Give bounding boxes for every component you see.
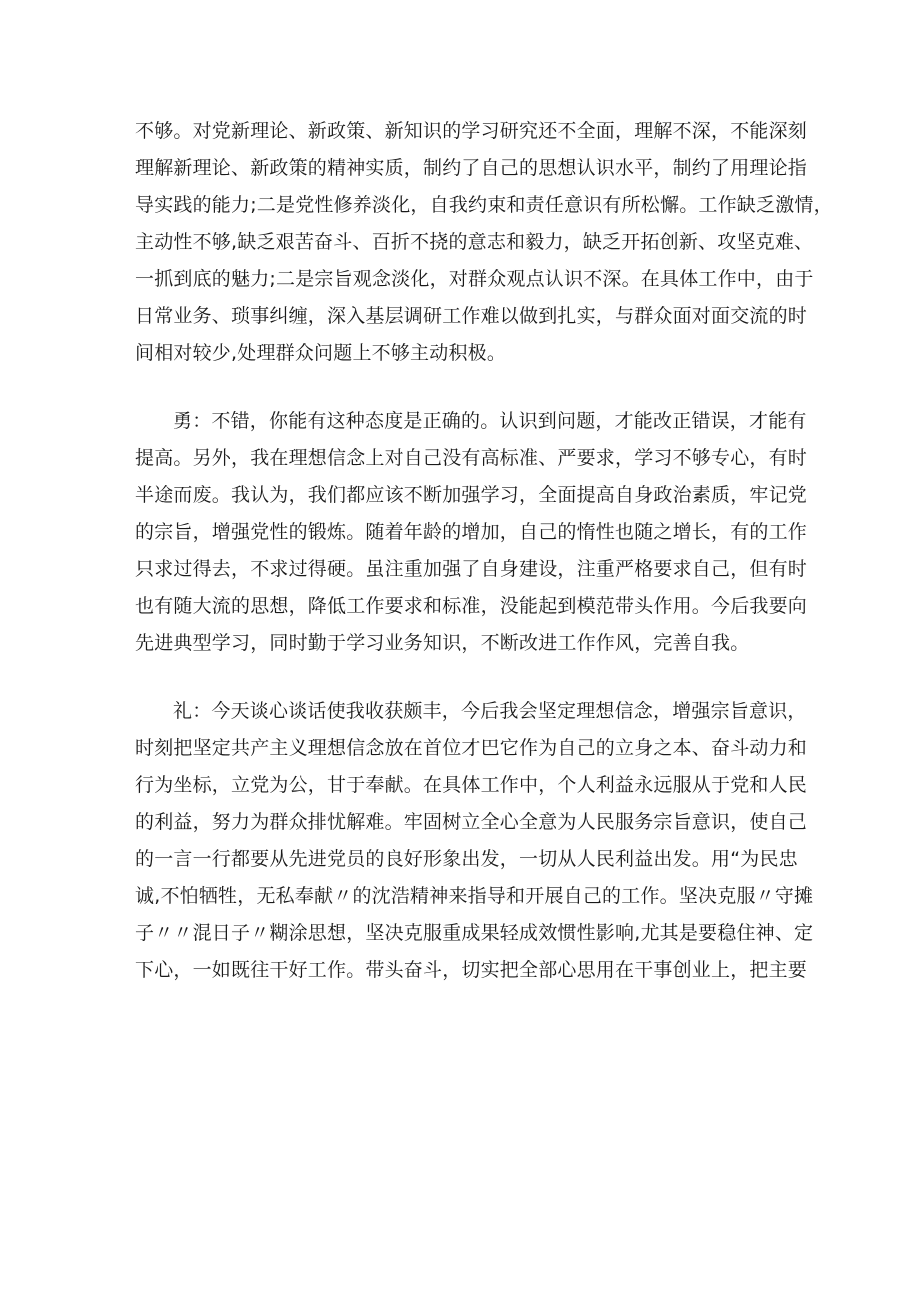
paragraph-spacer bbox=[135, 372, 825, 403]
text-line: 诚,不怕牺牲，无私奉献〃的沈浩精神来指导和开展自己的工作。坚决克服〃守摊 bbox=[135, 885, 814, 907]
text-line: 主动性不够,缺乏艰苦奋斗、百折不挠的意志和毅力，缺乏开拓创新、攻坚克难、 bbox=[135, 231, 814, 253]
text-line: 勇：不错，你能有这种态度是正确的。认识到问题，才能改正错误，才能有 bbox=[173, 410, 807, 432]
text-line: 的一言一行都要从先进党员的良好形象出发，一切从人民利益出发。用“为民忠 bbox=[135, 848, 798, 870]
text-line: 子〃〃混日子〃糊涂思想，坚决克服重成果轻成效惯性影响,尤其是要稳住神、定 bbox=[135, 922, 814, 944]
text-line: 理解新理论、新政策的精神实质，制约了自己的思想认识水平，制约了用理论指 bbox=[135, 157, 808, 179]
text-line: 只求过得去，不求过得硬。虽注重加强了自身建设，注重严格要求自己，但有时 bbox=[135, 558, 808, 580]
text-line: 间相对较少,处理群众问题上不够主动积极。 bbox=[135, 342, 507, 364]
text-line: 导实践的能力;二是党性修养淡化，自我约束和责任意识有所松懈。工作缺乏激情， bbox=[135, 194, 833, 216]
paragraph-3 bbox=[135, 693, 825, 989]
text-line: 一抓到底的魅力;二是宗旨观念淡化，对群众观点认识不深。在具体工作中，由于 bbox=[135, 268, 814, 290]
document-body bbox=[135, 113, 833, 989]
text-line: 也有随大流的思想，降低工作要求和标准，没能起到模范带头作用。今后我要向 bbox=[135, 595, 808, 617]
text-line: 下心，一如既往干好工作。带头奋斗，切实把全部心思用在干事创业上，把主要 bbox=[135, 959, 808, 981]
text-line: 提高。另外，我在理想信念上对自己没有高标准、严要求，学习不够专心，有时 bbox=[135, 447, 808, 469]
paragraph-1 bbox=[135, 113, 833, 372]
paragraph-spacer bbox=[135, 662, 825, 693]
text-line: 半途而废。我认为，我们都应该不断加强学习，全面提高自身政治素质，牢记党 bbox=[135, 484, 808, 506]
text-line: 礼：今天谈心谈话使我收获颇丰，今后我会坚定理想信念，增强宗旨意识， bbox=[173, 700, 807, 722]
text-line: 的宗旨，增强党性的锻炼。随着年龄的增加，自己的惰性也随之增长，有的工作 bbox=[135, 521, 808, 543]
text-line: 日常业务、琐事纠缠，深入基层调研工作难以做到扎实，与群众面对面交流的时 bbox=[135, 305, 808, 327]
text-line: 的利益，努力为群众排忧解难。牢固树立全心全意为人民服务宗旨意识，使自己 bbox=[135, 811, 808, 833]
text-line: 行为坐标，立党为公，甘于奉献。在具体工作中，个人利益永远服从于党和人民 bbox=[135, 774, 808, 796]
paragraph-2 bbox=[135, 403, 825, 662]
text-line: 时刻把坚定共产主义理想信念放在首位才巴它作为自己的立身之本、奋斗动力和 bbox=[135, 737, 808, 759]
text-line: 先进典型学习，同时勤于学习业务知识，不断改进工作作风，完善自我。 bbox=[135, 632, 750, 654]
text-line: 不够。对党新理论、新政策、新知识的学习研究还不全面，理解不深，不能深刻 bbox=[135, 120, 808, 142]
